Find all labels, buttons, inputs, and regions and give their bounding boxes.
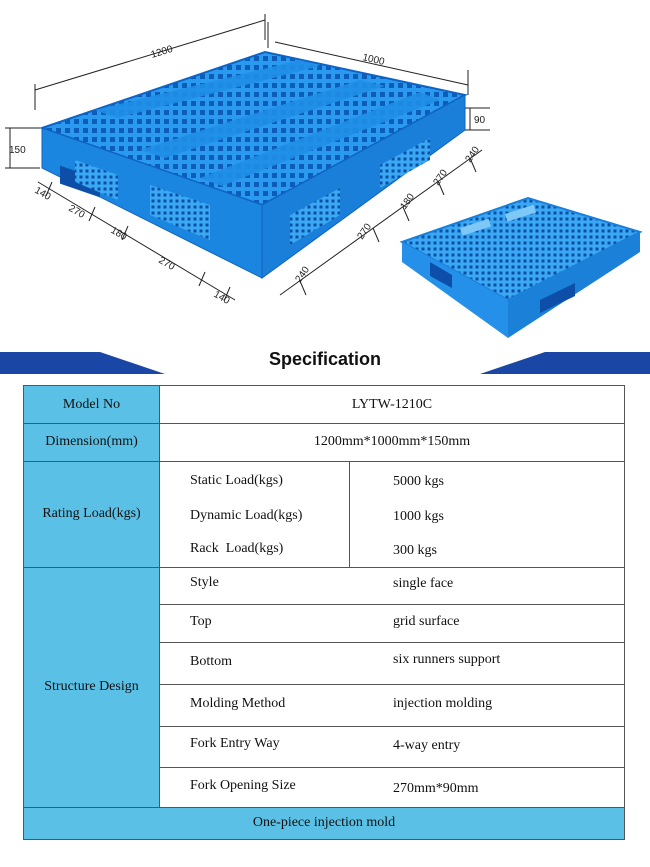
structure-row-value: 270mm*90mm [393,781,479,796]
structure-row-name: Bottom [190,654,233,669]
structure-design-label: Structure Design [24,567,160,807]
dimension-label: Dimension(mm) [24,423,160,461]
structure-row-name: Fork Entry Way [190,736,280,751]
structure-row-name: Top [190,614,212,629]
structure-row-name: Style [190,575,219,590]
dim-side-seg-5: 240 [463,144,483,165]
dim-side-seg-3: 180 [398,191,418,212]
dim-height: 150 [9,145,26,156]
dim-front-seg-1: 140 [32,185,53,203]
pallet-figure [0,0,650,345]
rating-row-value: 1000 kgs [393,509,444,524]
rating-load-label: Rating Load(kgs) [24,461,160,567]
rating-row-value: 300 kgs [393,543,437,558]
section-title: Specification [268,349,382,369]
structure-row-value: 4-way entry [393,738,461,753]
structure-row-value: injection molding [393,696,493,711]
dim-side-seg-1: 240 [293,264,313,285]
dim-side-seg-4: 270 [431,167,451,188]
pallet-photo [402,198,640,338]
spec-table [23,385,625,840]
dim-front-seg-5: 140 [211,289,232,307]
dim-fork-height: 90 [474,115,486,126]
dim-length: 1200 [149,43,175,61]
rating-row-name: Static Load(kgs) [190,473,283,488]
dim-front-seg-4: 270 [156,255,177,273]
footer-note: One-piece injection mold [24,807,624,839]
rating-row-name: Dynamic Load(kgs) [190,508,303,523]
structure-row-value: six runners support [393,652,501,667]
dim-side-seg-2: 270 [355,221,375,242]
model-no-label: Model No [24,386,160,423]
model-no-value: LYTW-1210C [351,396,433,412]
dimension-value: 1200mm*1000mm*150mm [313,434,471,449]
rating-row-value: 5000 kgs [393,474,444,489]
rating-row-name: Rack Load(kgs) [190,541,284,556]
dim-width: 1000 [361,52,386,68]
structure-row-name: Fork Opening Size [190,778,296,793]
dim-front-seg-2: 270 [66,203,87,221]
structure-row-name: Molding Method [190,696,286,711]
structure-row-value: grid surface [393,614,460,629]
dim-front-seg-3: 180 [108,225,129,243]
pallet-drawing [0,0,650,345]
structure-row-value: single face [393,576,454,591]
